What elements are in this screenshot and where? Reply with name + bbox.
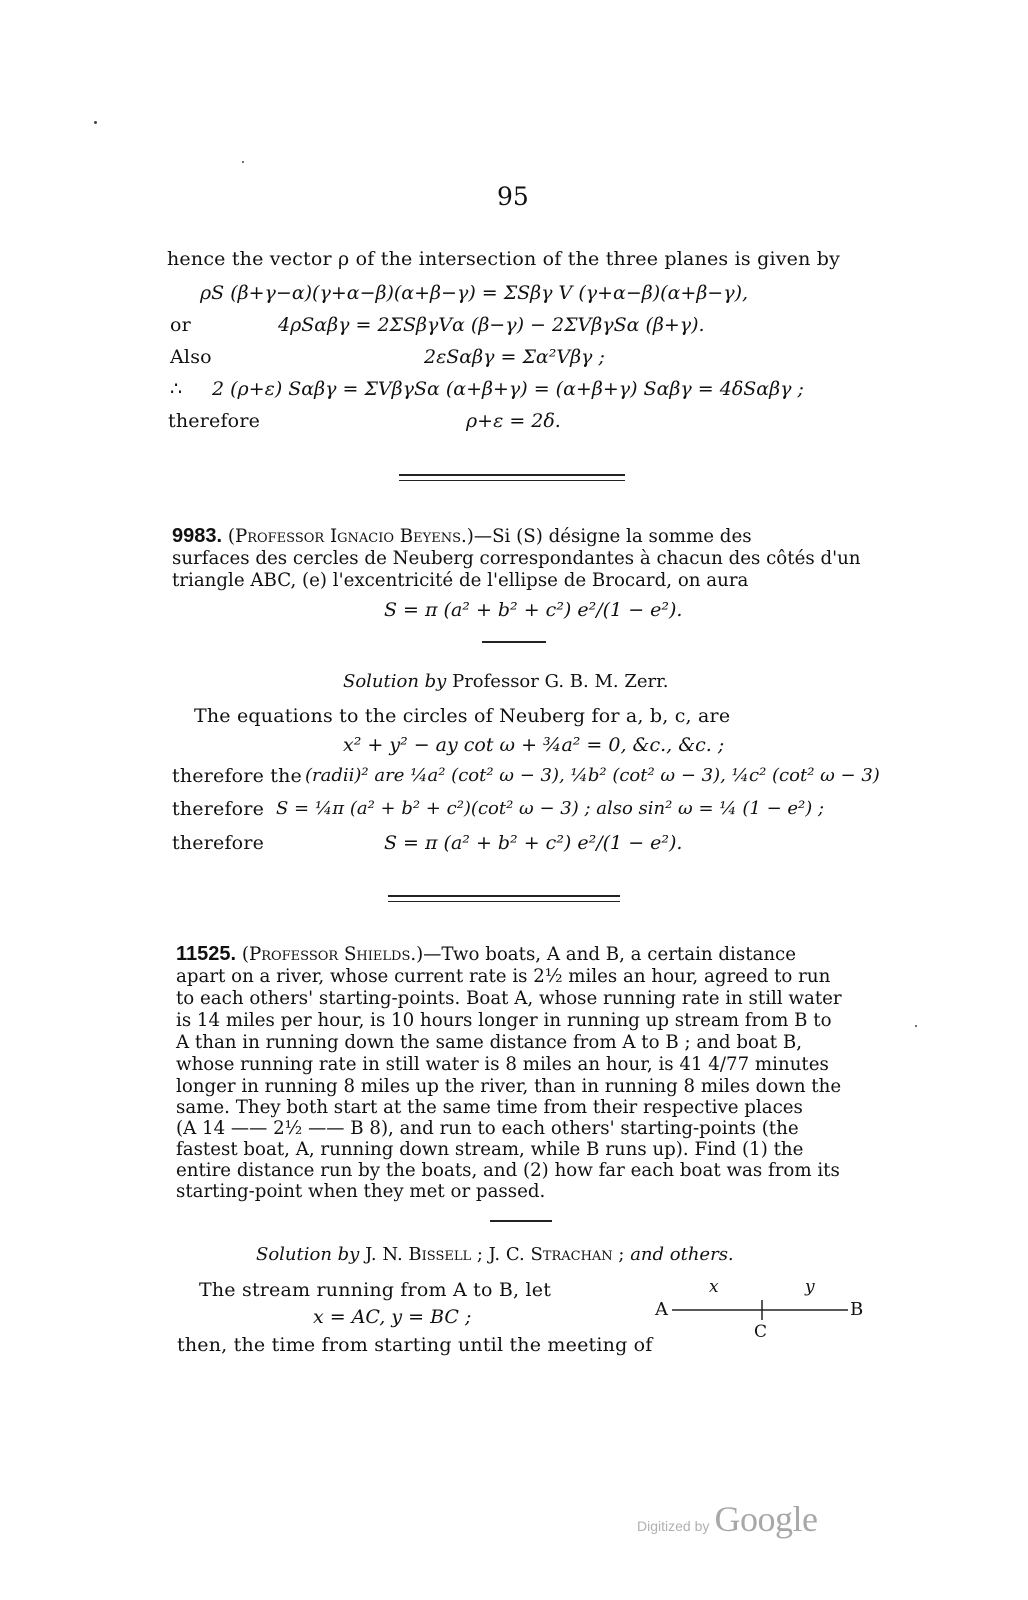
equation-2: 4ρSαβγ = 2ΣSβγVα (β−γ) − 2ΣVβγSα (β+γ). xyxy=(278,314,705,336)
also-label: Also xyxy=(170,346,212,368)
question-text: —Si (S) désigne la somme des xyxy=(473,526,752,547)
question-9983 xyxy=(172,526,862,548)
question-11525 xyxy=(176,944,864,966)
label-c: C xyxy=(754,1322,768,1342)
section-divider xyxy=(399,474,625,481)
label-a: A xyxy=(655,1299,668,1320)
watermark-prefix: Digitized by xyxy=(637,1518,710,1534)
solution-equation: (radii)² are ¼a² (cot² ω − 3), ¼b² (cot² ω − 3), ¼c² (cot² ω − 3) xyxy=(305,765,880,786)
label-b: B xyxy=(850,1299,864,1320)
solution-text: then, the time from starting until the meeting of xyxy=(177,1334,653,1356)
or-label: or xyxy=(170,314,191,336)
solution-equation: x² + y² − ay cot ω + ¾a² = 0, &c., &c. ; xyxy=(343,734,725,756)
scan-speck xyxy=(915,1025,917,1027)
question-text: starting-point when they met or passed. xyxy=(176,1181,546,1202)
question-author: (Professor Shields.) xyxy=(241,944,424,965)
equation-5: ρ+ε = 2δ. xyxy=(466,410,561,432)
solution-equation: S = ¼π (a² + b² + c²)(cot² ω − 3) ; also sin² ω = ¼ (1 − e²) ; xyxy=(276,798,825,819)
page-number: 95 xyxy=(497,182,529,211)
therefore-symbol: ∴ xyxy=(170,378,183,400)
google-logo: Google xyxy=(714,1499,818,1539)
question-text: is 14 miles per hour, is 10 hours longer in running up stream from B to xyxy=(176,1010,832,1031)
solution-by-label: Solution by xyxy=(256,1244,360,1265)
section-divider xyxy=(388,895,620,902)
solution-equation: S = π (a² + b² + c²) e²/(1 − e²). xyxy=(384,832,683,854)
equation-4: 2 (ρ+ε) Sαβγ = ΣVβγSα (α+β+γ) = (α+β+γ) Sαβγ = 4δSαβγ ; xyxy=(212,378,804,400)
solution-heading xyxy=(256,1244,734,1265)
short-divider xyxy=(482,641,546,643)
short-divider xyxy=(490,1220,552,1222)
solver-name: Professor G. B. M. Zerr. xyxy=(452,671,669,692)
scan-speck xyxy=(94,121,97,124)
therefore-label: therefore the xyxy=(172,765,302,787)
question-text: whose running rate in still water is 8 miles an hour, is 41 4/77 minutes xyxy=(176,1054,829,1075)
question-text: same. They both start at the same time from their respective places xyxy=(176,1097,803,1118)
question-text: (A 14 —— 2½ —— B 8), and run to each others' starting-points (the xyxy=(176,1118,799,1139)
digitized-watermark xyxy=(637,1498,817,1540)
question-text: surfaces des cercles de Neuberg correspondantes à chacun des côtés d'un xyxy=(172,548,861,569)
question-author: (Professor Ignacio Beyens.) xyxy=(227,526,474,547)
question-text: —Two boats, A and B, a certain distance xyxy=(423,944,797,965)
question-formula: S = π (a² + b² + c²) e²/(1 − e²). xyxy=(384,599,683,621)
therefore-label: therefore xyxy=(172,798,265,820)
solution-heading xyxy=(343,671,668,692)
question-text: entire distance run by the boats, and (2) how far each boat was from its xyxy=(176,1160,840,1181)
question-text: longer in running 8 miles up the river, than in running 8 miles down the xyxy=(176,1076,842,1097)
label-x: x xyxy=(709,1277,719,1297)
question-number: 9983. xyxy=(172,525,223,547)
equation-1: ρS (β+γ−α)(γ+α−β)(α+β−γ) = ΣSβγ V (γ+α−β)(α+β−γ), xyxy=(200,282,749,304)
question-text: apart on a river, whose current rate is 2½ miles an hour, agreed to run xyxy=(176,966,831,987)
question-number: 11525. xyxy=(176,943,237,965)
solution-text: The stream running from A to B, let xyxy=(199,1279,552,1301)
question-text: triangle ABC, (e) l'excentricité de l'ellipse de Brocard, on aura xyxy=(172,570,749,591)
equation-3: 2εSαβγ = Σα²Vβγ ; xyxy=(424,346,605,368)
question-text: A than in running down the same distance from A to B ; and boat B, xyxy=(176,1032,803,1053)
scan-speck xyxy=(242,161,244,163)
therefore-label: therefore xyxy=(172,832,265,854)
question-text: to each others' starting-points. Boat A, whose running rate in still water xyxy=(176,988,842,1009)
and-others-label: and others. xyxy=(630,1244,734,1265)
therefore-label: therefore xyxy=(168,410,261,432)
solution-text: The equations to the circles of Neuberg for a, b, c, are xyxy=(194,705,731,727)
question-text: fastest boat, A, running down stream, while B runs up). Find (1) the xyxy=(176,1139,804,1160)
intro-line: hence the vector ρ of the intersection of the three planes is given by xyxy=(167,248,841,270)
solver-names: J. N. Bissell ; J. C. Strachan ; xyxy=(365,1244,625,1265)
label-y: y xyxy=(805,1277,815,1297)
solution-by-label: Solution by xyxy=(343,671,447,692)
solution-equation: x = AC, y = BC ; xyxy=(313,1306,472,1328)
